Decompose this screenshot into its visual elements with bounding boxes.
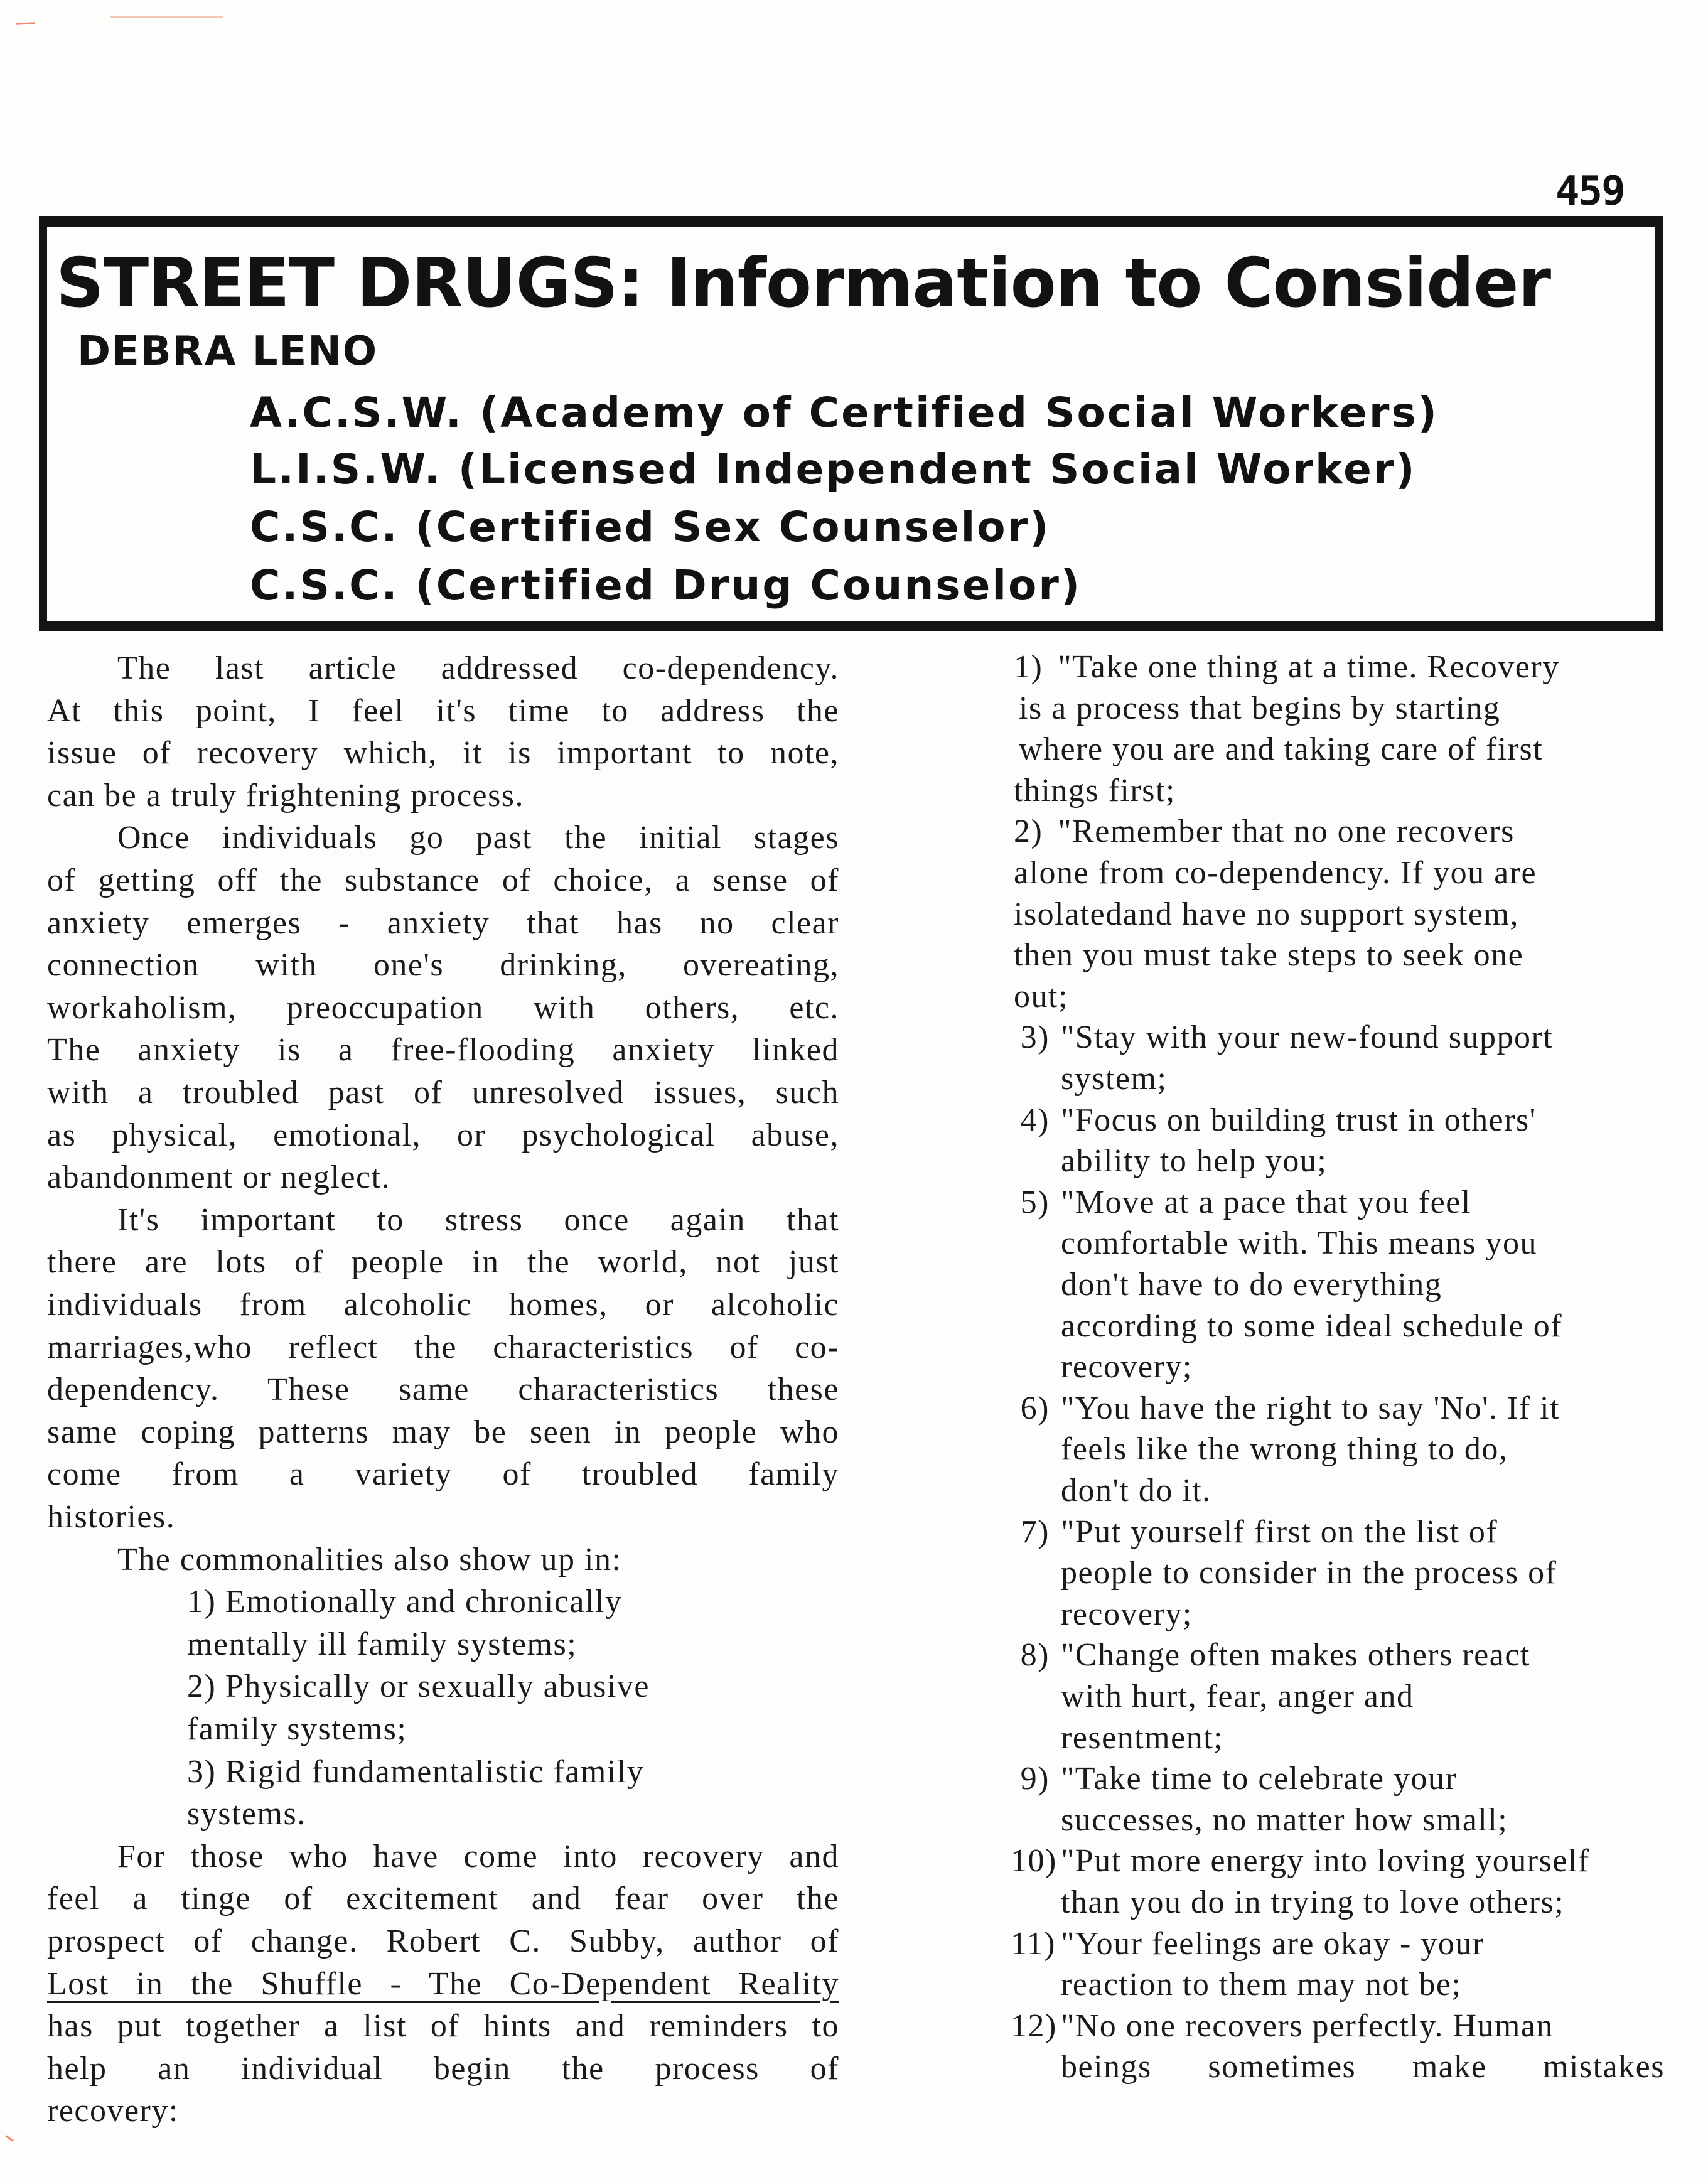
hint-item-line bbox=[1020, 1390, 1560, 1427]
left-column-line: family systems; bbox=[187, 1711, 407, 1747]
left-column-line: as physical, emotional, or psychological abuse, bbox=[47, 1117, 839, 1153]
left-column-line: workaholism, preoccupation with others, etc. bbox=[47, 989, 839, 1026]
hint-item-line: recovery; bbox=[1061, 1596, 1193, 1632]
article-title: STREET DRUGS: Information to Consider bbox=[56, 244, 1551, 323]
hint-number: 3) bbox=[1020, 1019, 1050, 1056]
hint-text: "You have the right to say 'No'. If it bbox=[1061, 1390, 1560, 1426]
scan-mark bbox=[110, 16, 223, 18]
hint-item-line: recovery; bbox=[1061, 1349, 1193, 1385]
hint-number: 2) bbox=[1014, 814, 1043, 850]
book-title-underlined: Lost in the Shuffle - The Co-Dependent Reality bbox=[47, 1965, 839, 2002]
hint-item-line: where you are and taking care of first bbox=[1019, 731, 1544, 768]
hint-number: 5) bbox=[1020, 1184, 1050, 1220]
credential-csc-drug: C.S.C. (Certified Drug Counselor) bbox=[250, 561, 1082, 610]
left-column-line: come from a variety of troubled family bbox=[47, 1456, 839, 1493]
left-column-line: 1) Emotionally and chronically bbox=[187, 1584, 623, 1620]
left-column-line: abandonment or neglect. bbox=[47, 1159, 391, 1196]
hint-item-line: comfortable with. This means you bbox=[1061, 1225, 1538, 1262]
hint-item-line bbox=[1020, 1019, 1554, 1056]
left-column-line: there are lots of people in the world, not just bbox=[47, 1244, 839, 1281]
hint-item-line: according to some ideal schedule of bbox=[1061, 1308, 1563, 1344]
left-column-line: same coping patterns may be seen in people who bbox=[47, 1414, 839, 1450]
hint-text: "Remember that no one recovers bbox=[1058, 814, 1515, 850]
credential-lisw: L.I.S.W. (Licensed Independent Social Worker) bbox=[250, 445, 1417, 493]
hint-item-line bbox=[1011, 1925, 1485, 1963]
left-column-line: connection with one's drinking, overeating, bbox=[47, 947, 839, 984]
hint-number: 1) bbox=[1014, 649, 1043, 685]
left-column-line: The last article addressed co-dependency. bbox=[117, 650, 839, 686]
left-column-line: The commonalities also show up in: bbox=[117, 1541, 622, 1577]
hint-item-line: ability to help you; bbox=[1061, 1143, 1328, 1180]
left-column-line: 2) Physically or sexually abusive bbox=[187, 1669, 650, 1705]
left-column-line bbox=[47, 1965, 839, 2003]
hint-text: "Stay with your new-found support bbox=[1061, 1019, 1554, 1056]
left-column-line: can be a truly frightening process. bbox=[47, 777, 525, 814]
scan-mark bbox=[16, 22, 35, 25]
left-column-line: with a troubled past of unresolved issues, such bbox=[47, 1075, 839, 1110]
left-column-line: 3) Rigid fundamentalistic family bbox=[187, 1753, 645, 1790]
hint-text: "Change often makes others react bbox=[1061, 1637, 1530, 1674]
hint-number: 8) bbox=[1020, 1637, 1050, 1674]
left-column-line: It's important to stress once again that bbox=[117, 1201, 839, 1238]
hint-number: 10) bbox=[1011, 1843, 1057, 1879]
credential-acsw: A.C.S.W. (Academy of Certified Social Workers) bbox=[250, 389, 1439, 437]
page-number: 459 bbox=[1555, 168, 1625, 215]
left-column-line: histories. bbox=[47, 1499, 176, 1535]
hint-item-line: resentment; bbox=[1061, 1719, 1224, 1756]
hint-item-line bbox=[1011, 1842, 1590, 1880]
hint-item-line: don't have to do everything bbox=[1061, 1267, 1442, 1303]
credential-csc-sex: C.S.C. (Certified Sex Counselor) bbox=[250, 503, 1051, 551]
article-header-box bbox=[39, 216, 1663, 631]
hint-item-line bbox=[1020, 1760, 1458, 1798]
hint-item-line bbox=[1020, 1102, 1537, 1139]
hint-item-line: successes, no matter how small; bbox=[1061, 1802, 1508, 1838]
left-column-line: prospect of change. Robert C. Subby, author of bbox=[47, 1923, 839, 1959]
hint-number: 6) bbox=[1020, 1390, 1050, 1426]
left-column-line: dependency. These same characteristics these bbox=[47, 1372, 839, 1408]
hint-item-line bbox=[1011, 2007, 1554, 2045]
hint-item-line: people to consider in the process of bbox=[1061, 1555, 1557, 1591]
hint-text: "Your feelings are okay - your bbox=[1061, 1925, 1485, 1962]
left-column-line: issue of recovery which, it is important to note, bbox=[47, 735, 839, 771]
hint-item-line bbox=[1014, 813, 1515, 851]
hint-item-line: with hurt, fear, anger and bbox=[1061, 1679, 1414, 1714]
left-column-line: feel a tinge of excitement and fear over the bbox=[47, 1881, 839, 1917]
hint-text: "Move at a pace that you feel bbox=[1061, 1184, 1471, 1220]
hint-item-line: reaction to them may not be; bbox=[1061, 1967, 1462, 2003]
hint-item-line: than you do in trying to love others; bbox=[1061, 1884, 1565, 1920]
hint-text: "Put yourself first on the list of bbox=[1061, 1513, 1498, 1550]
hint-number: 7) bbox=[1020, 1513, 1050, 1550]
left-column-line: mentally ill family systems; bbox=[187, 1626, 577, 1662]
left-column-line: anxiety emerges - anxiety that has no clear bbox=[47, 905, 839, 941]
scan-mark bbox=[5, 2135, 13, 2141]
hint-item-line: feels like the wrong thing to do, bbox=[1061, 1431, 1508, 1468]
left-column-line: has put together a list of hints and reminders to bbox=[47, 2008, 839, 2045]
left-column-line: Once individuals go past the initial stages bbox=[117, 820, 839, 856]
hint-text: "Put more energy into loving yourself bbox=[1061, 1843, 1590, 1879]
left-column-line: of getting off the substance of choice, a sense of bbox=[47, 863, 839, 898]
hint-item-line: out; bbox=[1014, 978, 1068, 1014]
hint-item-line: don't do it. bbox=[1061, 1473, 1211, 1508]
hint-text: "No one recovers perfectly. Human bbox=[1061, 2007, 1554, 2044]
left-column-line: systems. bbox=[187, 1796, 306, 1832]
hint-item-line: things first; bbox=[1014, 772, 1176, 809]
hint-number: 12) bbox=[1011, 2007, 1057, 2044]
left-column-line: marriages,who reflect the characteristics of co- bbox=[47, 1329, 839, 1365]
hint-item-line: is a process that begins by starting bbox=[1019, 690, 1501, 726]
hint-text: "Focus on building trust in others' bbox=[1061, 1102, 1537, 1138]
hint-text: "Take one thing at a time. Recovery bbox=[1058, 649, 1560, 685]
left-column-line: recovery: bbox=[47, 2093, 179, 2129]
hint-item-line bbox=[1014, 648, 1560, 686]
hint-item-line: then you must take steps to seek one bbox=[1014, 937, 1524, 974]
left-column-line: help an individual begin the process of bbox=[47, 2050, 839, 2087]
hint-text: "Take time to celebrate your bbox=[1061, 1761, 1458, 1797]
hint-item-line bbox=[1020, 1636, 1530, 1674]
left-column-line: The anxiety is a free-flooding anxiety linked bbox=[47, 1032, 839, 1068]
left-column-line: individuals from alcoholic homes, or alcoholic bbox=[47, 1287, 839, 1323]
hint-item-line: isolatedand have no support system, bbox=[1014, 896, 1519, 932]
author-name: DEBRA LENO bbox=[77, 328, 379, 375]
hint-number: 11) bbox=[1011, 1925, 1056, 1962]
left-column-line: For those who have come into recovery and bbox=[117, 1838, 839, 1874]
hint-number: 4) bbox=[1020, 1102, 1050, 1138]
left-column-line: At this point, I feel it's time to address the bbox=[47, 692, 839, 729]
hint-item-line: beings sometimes make mistakes bbox=[1061, 2049, 1665, 2085]
hint-item-line bbox=[1020, 1184, 1471, 1222]
hint-number: 9) bbox=[1020, 1761, 1050, 1797]
hint-item-line: system; bbox=[1061, 1061, 1168, 1097]
hint-item-line: alone from co-dependency. If you are bbox=[1014, 855, 1537, 891]
hint-item-line bbox=[1020, 1513, 1498, 1551]
